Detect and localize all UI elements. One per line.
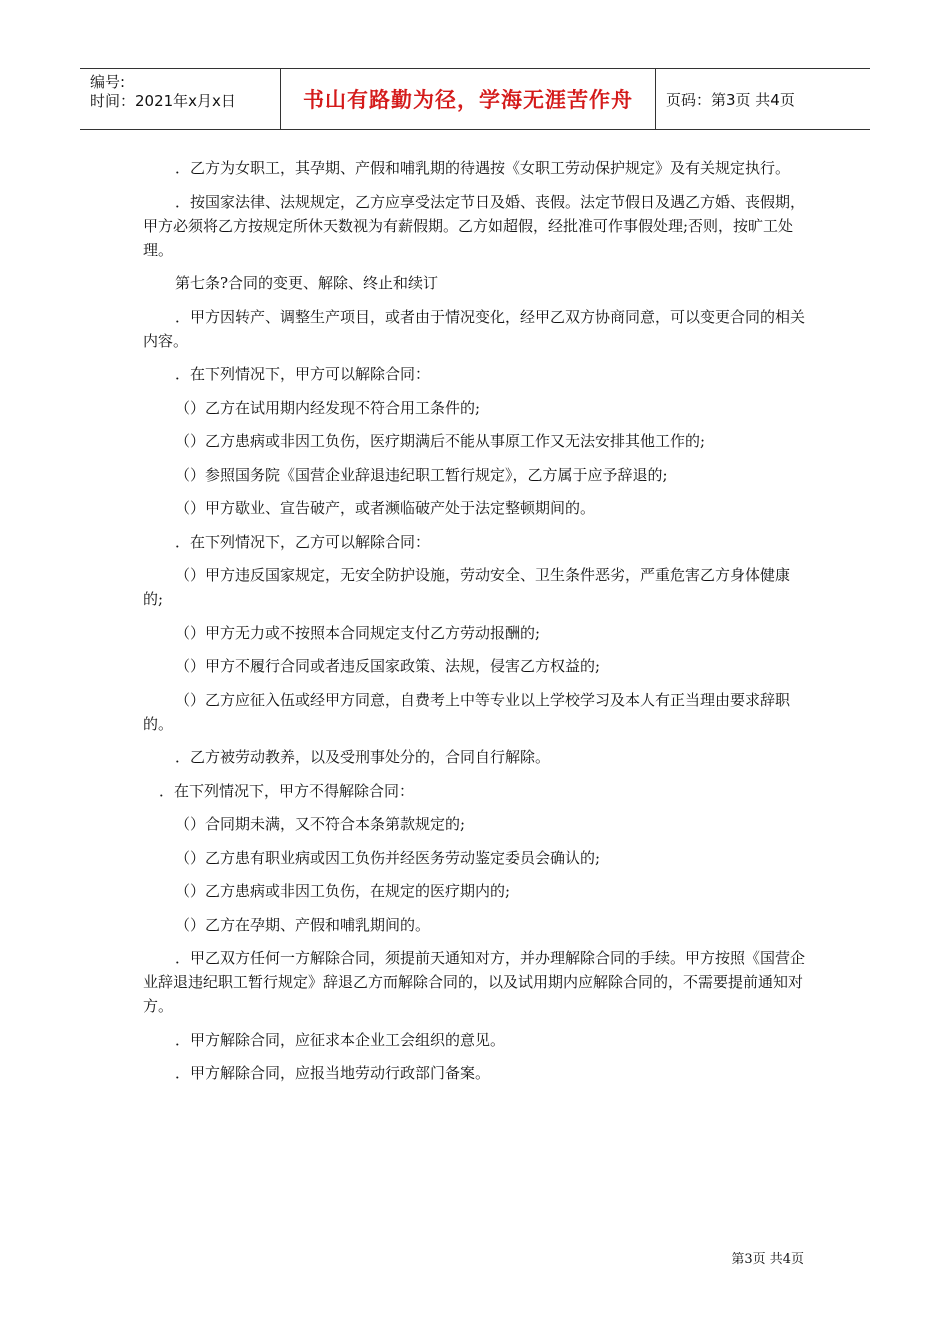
list-item: （）甲方无力或不按照本合同规定支付乙方劳动报酬的; bbox=[175, 623, 541, 642]
header-page-number: 页码：第3页 共4页 bbox=[666, 90, 795, 109]
paragraph: ．甲方解除合同，应报当地劳动行政部门备案。 bbox=[175, 1064, 491, 1082]
paragraph: ．在下列情况下，乙方可以解除合同： bbox=[175, 532, 431, 551]
section-heading: 第七条?合同的变更、解除、终止和续订 bbox=[175, 274, 439, 292]
list-item: （）乙方在孕期、产假和哺乳期间的。 bbox=[175, 915, 431, 934]
list-item: （）甲方违反国家规定，无安全防护设施，劳动安全、卫生条件恶劣，严重危害乙方身体健康的; bbox=[143, 566, 791, 608]
header-meta bbox=[80, 69, 281, 129]
list-item: （）参照国务院《国营企业辞退违纪职工暂行规定》，乙方属于应予辞退的; bbox=[175, 465, 668, 484]
page-header bbox=[80, 68, 870, 130]
list-item: （）乙方应征入伍或经甲方同意，自费考上中等专业以上学校学习及本人有正当理由要求辞职的。 bbox=[143, 690, 791, 733]
document-time-label: 时间：2021年x月x日 bbox=[90, 92, 236, 110]
paragraph: ．在下列情况下，甲方不得解除合同： bbox=[159, 781, 415, 800]
paragraph: ．乙方被劳动教养，以及受刑事处分的，合同自行解除。 bbox=[175, 748, 551, 766]
list-item: （）乙方在试用期内经发现不符合用工条件的; bbox=[175, 398, 481, 417]
document-number-label: 编号: bbox=[90, 73, 126, 91]
list-item: （）甲方歇业、宣告破产，或者濒临破产处于法定整顿期间的。 bbox=[175, 499, 596, 517]
list-item: （）乙方患有职业病或因工负伤并经医务劳动鉴定委员会确认的; bbox=[175, 848, 601, 867]
list-item: （）合同期未满，又不符合本条第款规定的; bbox=[175, 815, 466, 833]
paragraph: ．按国家法律、法规规定，乙方应享受法定节日及婚、丧假。法定节假日及遇乙方婚、丧假期，甲方必须将乙方按规定所休天数视为有薪假期。乙方如超假，经批准可作事假处理;否则，按旷工处理。 bbox=[143, 192, 806, 259]
list-item: （）甲方不履行合同或者违反国家政策、法规，侵害乙方权益的; bbox=[175, 657, 601, 675]
page-footer: 第3页 共4页 bbox=[731, 1252, 804, 1267]
paragraph: ．乙方为女职工，其孕期、产假和哺乳期的待遇按《女职工劳动保护规定》及有关规定执行。 bbox=[175, 159, 791, 177]
document-body bbox=[143, 156, 808, 1095]
paragraph: ．在下列情况下，甲方可以解除合同： bbox=[175, 365, 431, 383]
list-item: （）乙方患病或非因工负伤，在规定的医疗期内的; bbox=[175, 882, 511, 900]
paragraph: ．甲乙双方任何一方解除合同，须提前天通知对方，并办理解除合同的手续。甲方按照《国营企业辞退违纪职工暂行规定》辞退乙方而解除合同的，以及试用期内应解除合同的，不需要提前通知对方。 bbox=[143, 949, 806, 1015]
header-motto: 书山有路勤为径，学海无涯苦作舟 bbox=[281, 69, 656, 129]
list-item: （）乙方患病或非因工负伤，医疗期满后不能从事原工作又无法安排其他工作的; bbox=[175, 432, 706, 450]
paragraph: ．甲方因转产、调整生产项目，或者由于情况变化，经甲乙双方协商同意，可以变更合同的相关内容。 bbox=[143, 307, 806, 350]
paragraph: ．甲方解除合同，应征求本企业工会组织的意见。 bbox=[175, 1030, 506, 1049]
